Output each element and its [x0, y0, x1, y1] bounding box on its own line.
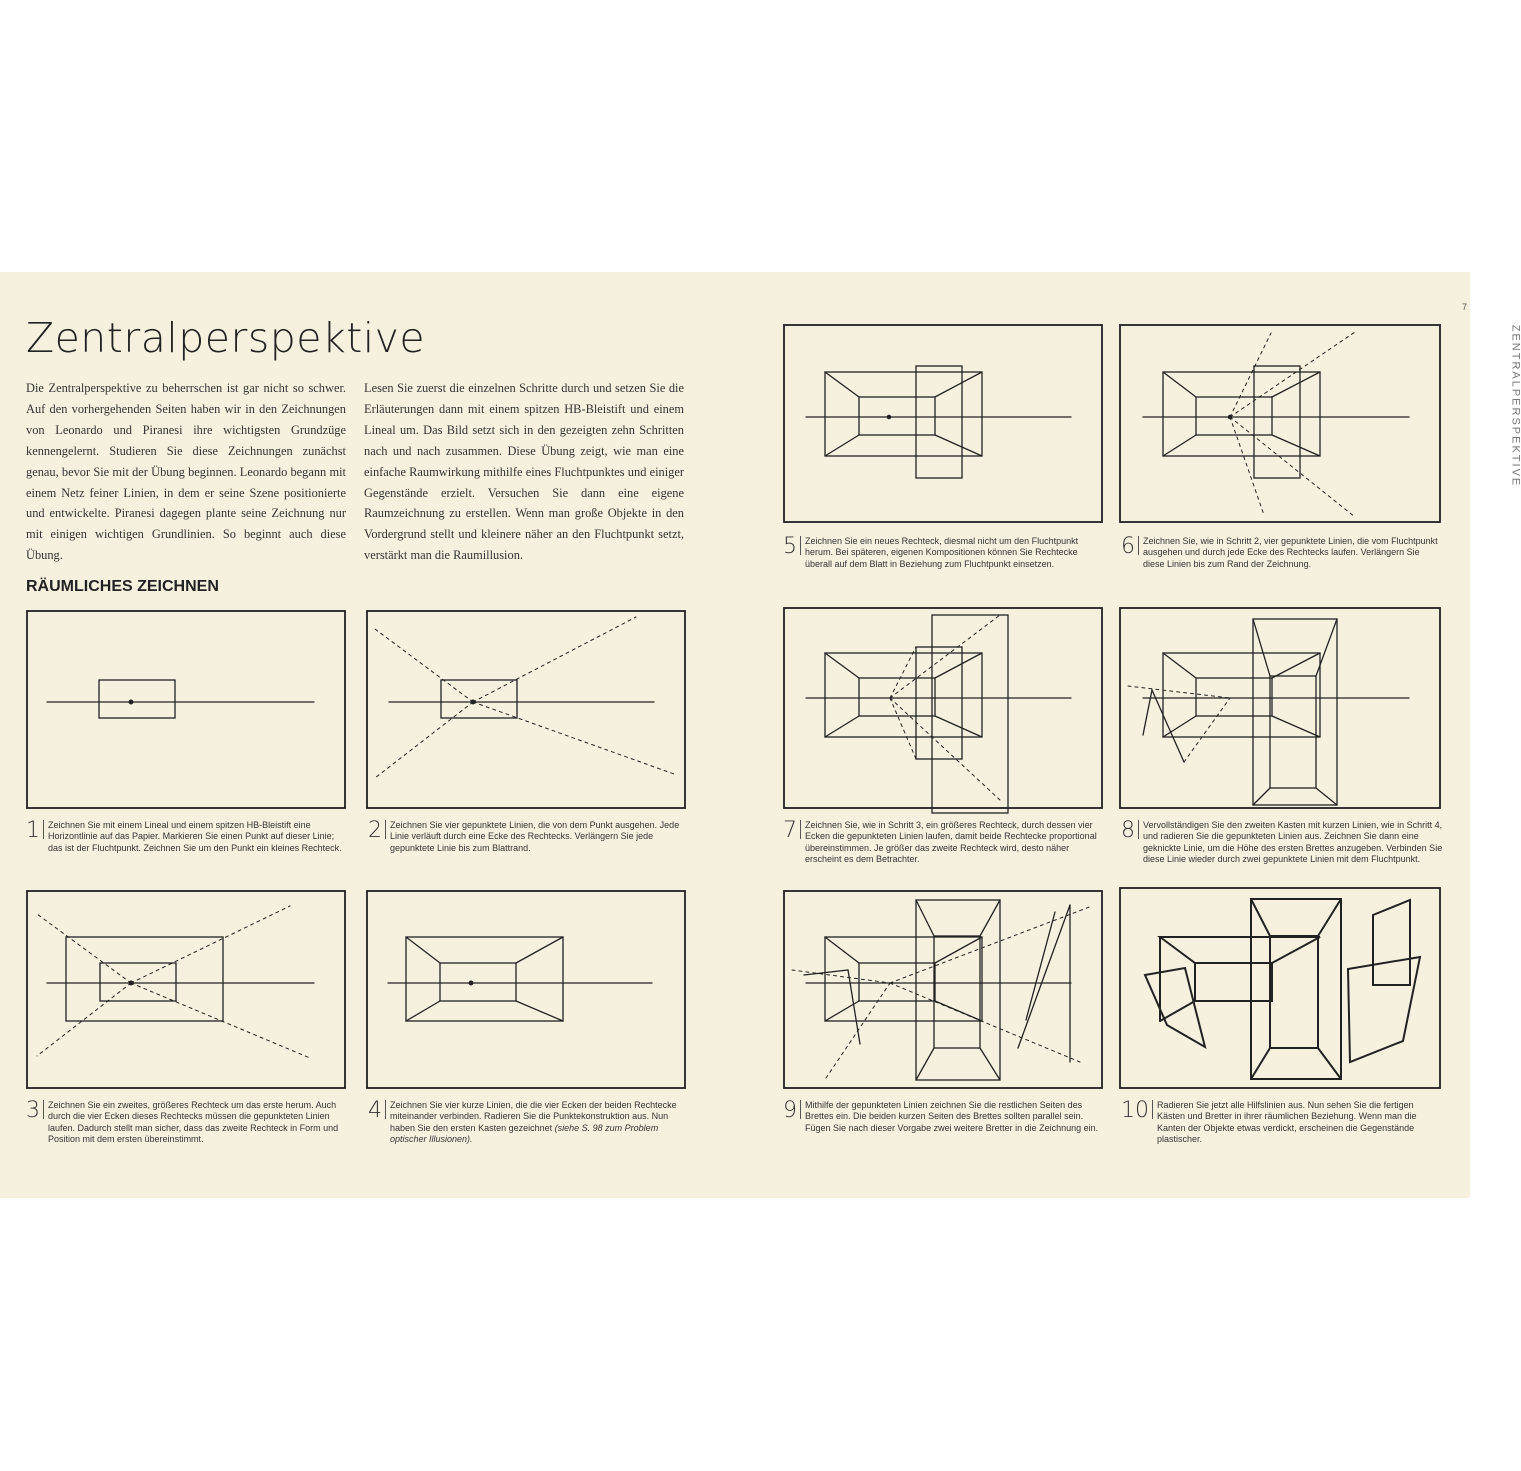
step-text: [390, 1100, 680, 1145]
step-caption-5: [783, 536, 1105, 570]
step-6-drawing: [1120, 325, 1440, 522]
page-title: Zentralperspektive: [26, 314, 426, 362]
step-caption-10: [1121, 1100, 1439, 1145]
step-text: Radieren Sie jetzt alle Hilfslinien aus. Nun sehen Sie die fertigen Kästen und Bretter in ihrer räumlichen Beziehung. Wenn man die Kanten der Objekte etwas verdickt, erscheinen die Gegenstände plastischer.: [1157, 1100, 1417, 1144]
step-number: 4: [368, 1100, 386, 1119]
step-text: Mithilfe der gepunkteten Linien zeichnen Sie die restlichen Seiten des Brettes ein. Die beiden kurzen Seiten des Brettes sollten parallel sein. Fügen Sie nach dieser Vorgabe zwei weitere Bretter in die Zeichnung ein.: [805, 1100, 1099, 1133]
step-5-drawing: [784, 325, 1102, 522]
step-text: Zeichnen Sie, wie in Schritt 2, vier gepunktete Linien, die vom Fluchtpunkt ausgehen und durch jede Ecke des Rechtecks laufen. Verlängern Sie diese Linien bis zum Rand der Zeichnung.: [1143, 536, 1438, 569]
step-1-drawing: [27, 611, 345, 808]
step-text: Zeichnen Sie ein zweites, größeres Rechteck um das erste herum. Auch durch die vier Ecken dieses Rechtecks müssen die gepunkteten Linien laufen. Dadurch stellt man sicher, dass das zweite Rechteck in Form und Position mit dem ersten übereinstimmt.: [48, 1100, 339, 1144]
step-caption-8: [1121, 820, 1447, 865]
step-number: 8: [1121, 820, 1139, 839]
step-text: Zeichnen Sie mit einem Lineal und einem spitzen HB-Bleistift eine Horizontlinie auf das Papier. Markieren Sie einen Punkt auf dieser Linie; das ist der Fluchtpunkt. Zeichnen Sie um den Punkt ein kleines Rechteck.: [48, 820, 342, 853]
step-caption-7: [783, 820, 1105, 865]
step-9-drawing: [784, 891, 1102, 1088]
step-3-drawing: [27, 891, 345, 1088]
step-4-main-text: Zeichnen Sie vier kurze Linien, die die vier Ecken der beiden Rechtecke miteinander verbinden. Radieren Sie die Punktekonstruktion aus. Nun haben Sie den ersten Kasten gezeichnet: [390, 1100, 677, 1133]
step-10-drawing: [1120, 888, 1440, 1088]
step-number: 5: [783, 536, 801, 555]
intro-column-1: Die Zentralperspektive zu beherrschen ist gar nicht so schwer. Auf den vorhergehenden Seiten haben wir in den Zeichnungen von Leonardo und Piranesi ihre wichtigsten Grundzüge kennengelernt. Studieren Sie diese Zeichnungen zunächst genau, bevor Sie mit der Übung beginnen. Leonardo begann mit einem Netz feiner Linien, in dem er seine Szene positionierte und entwickelte. Piranesi dagegen plante seine Zeichnung nur mit einigen wichtigen Grundlinien. So beginnt auch diese Übung.: [26, 381, 346, 563]
step-text: Zeichnen Sie ein neues Rechteck, diesmal nicht um den Fluchtpunkt herum. Bei späteren, eigenen Kompositionen können Sie Rechtecke überall auf dem Blatt in Beziehung zum Fluchtpunkt einsetzen.: [805, 536, 1079, 569]
step-number: 3: [26, 1100, 44, 1119]
step-number: 9: [783, 1100, 801, 1119]
step-4-note: (siehe S. 98 zum Problem optischer Illusionen).: [390, 1122, 659, 1144]
step-caption-1: [26, 820, 348, 854]
step-caption-6: [1121, 536, 1439, 570]
step-caption-9: [783, 1100, 1105, 1134]
step-number: 2: [368, 820, 386, 839]
step-number: 7: [783, 820, 801, 839]
step-text: Vervollständigen Sie den zweiten Kasten mit kurzen Linien, wie in Schritt 4, und radieren Sie die gepunkteten Linien aus. Zeichnen Sie dann eine geknickte Linie, um die Höhe des ersten Brettes anzugeben. Verbinden Sie diese Linie wieder durch zwei gepunktete Linien mit dem Fluchtpunkt.: [1143, 820, 1443, 864]
step-caption-2: [368, 820, 680, 854]
step-7-drawing: [784, 608, 1102, 813]
step-number: 10: [1121, 1100, 1153, 1119]
step-8-drawing: [1120, 608, 1440, 808]
step-number: 6: [1121, 536, 1139, 555]
step-4-drawing: [367, 891, 685, 1088]
step-number: 1: [26, 820, 44, 839]
running-head: ZENTRALPERSPEKTIVE: [1509, 324, 1521, 488]
step-text: Zeichnen Sie vier gepunktete Linien, die von dem Punkt ausgehen. Jede Linie verläuft durch eine Ecke des Rechtecks. Verlängern Sie jede gepunktete Linie bis zum Blattrand.: [390, 820, 680, 853]
step-2-drawing: [367, 611, 685, 808]
page-number: 7: [1462, 302, 1468, 312]
step-caption-3: [26, 1100, 348, 1145]
step-caption-4: [368, 1100, 680, 1145]
subheading: RÄUMLICHES ZEICHNEN: [26, 578, 219, 595]
intro-column-2: Lesen Sie zuerst die einzelnen Schritte durch und setzen Sie die Erläuterungen dann mit einem spitzen HB-Bleistift und einem Lineal um. Das Bild setzt sich in den gezeigten zehn Schritten nach und nach zusammen. Diese Übung zeigt, wie man eine einfache Raumwirkung mithilfe eines Fluchtpunktes und einiger Gegenstände erzielt. Versuchen Sie dann eine eigene Raumzeichnung zu erstellen. Wenn man große Objekte in den Vordergrund stellt und kleinere näher an den Fluchtpunkt setzt, verstärkt man die Raumillusion.: [364, 381, 684, 563]
step-text: Zeichnen Sie, wie in Schritt 3, ein größeres Rechteck, durch dessen vier Ecken die gepunkteten Linien laufen, damit beide Rechtecke proportional übereinstimmen. Je größer das zweite Rechteck wird, desto näher erscheint es dem Betrachter.: [805, 820, 1097, 864]
